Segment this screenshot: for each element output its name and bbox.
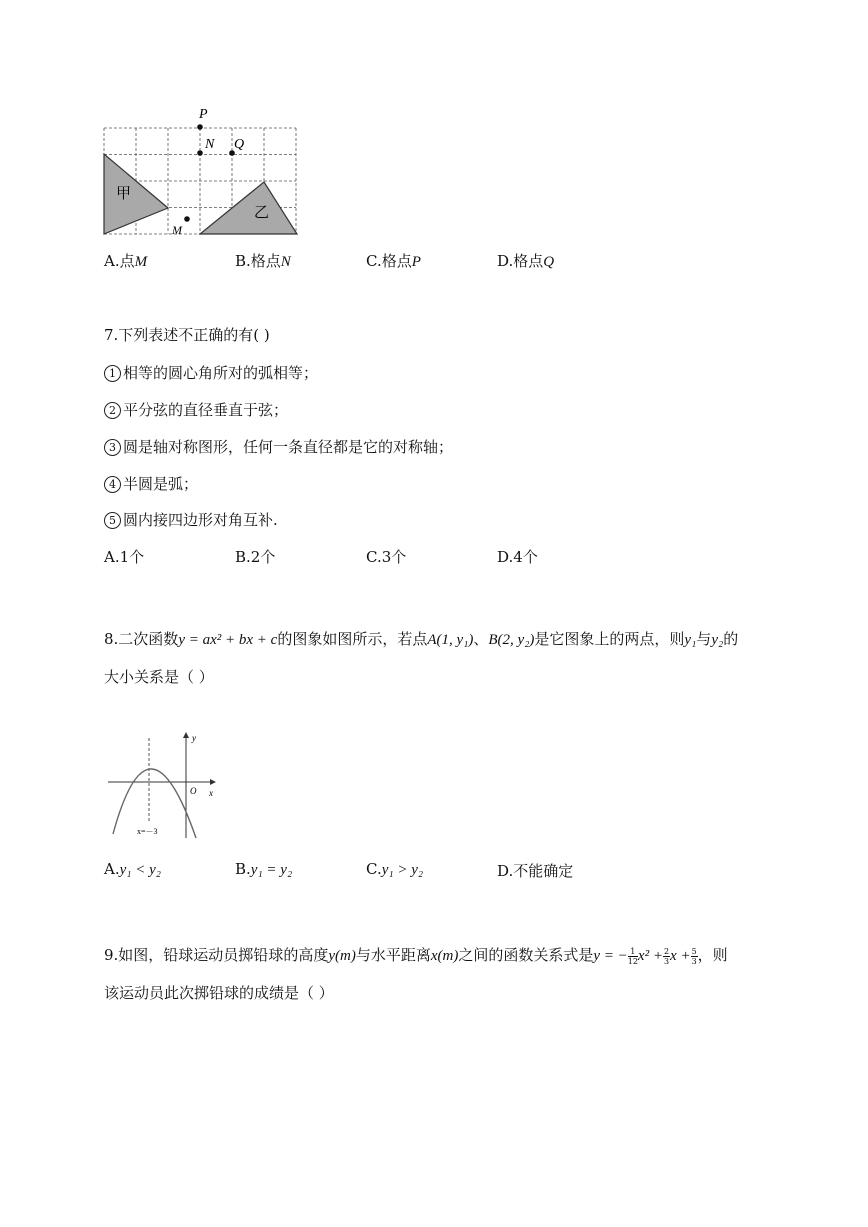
q9-stem-line2: 该运动员此次掷铅球的成绩是（ ） [104,984,334,1002]
q6-option-d[interactable]: D.格点Q [497,252,555,270]
label-n: N [205,137,215,152]
q8-stem-line1: 8.二次函数y = ax² + bx + c的图象如图所示，若点A(1, y₁)、B(2, y₂)是它图象上的两点，则y₁与y₂的 [104,630,739,648]
q8-option-c[interactable]: C.y₁ > y₂ [366,860,424,878]
point-n [197,150,203,156]
q7-item-4: 4 半圆是弧； [104,473,198,494]
q7-item-1: 1 相等的圆心角所对的弧相等； [104,362,318,383]
circled-number: 2 [104,402,121,419]
q7-option-d[interactable]: D.4个 [497,548,538,566]
label-yi: 乙 [254,205,270,221]
label-jia: 甲 [116,186,132,202]
origin-label: O [190,786,197,796]
q6-option-a[interactable]: A.点M [104,252,148,270]
circled-number: 3 [104,439,121,456]
label-p: P [199,107,208,122]
shape-yi [200,182,297,234]
q7-item-5: 5 圆内接四边形对角互补. [104,509,278,530]
point-p [197,124,203,130]
fraction: $\frac{1}{12}$ [627,946,638,966]
q7-item-2: 2 平分弦的直径垂直于弦； [104,399,288,420]
q9-stem-line1: 9.如图，铅球运动员掷铅球的高度y(m)与水平距离x(m)之间的函数关系式是y = − $\frac{1}{12}$ x² + $\frac{2}{3}$ x + $\frac{5}{3}$ ，则 [104,946,728,966]
q6-option-c[interactable]: C.格点P [366,252,421,270]
fraction: $\frac{2}{3}$ [663,946,670,966]
q6-option-b[interactable]: B.格点N [235,252,291,270]
point-m [184,216,190,222]
fraction: $\frac{5}{3}$ [691,946,697,966]
q8-option-b[interactable]: B.y₁ = y₂ [235,860,293,878]
q8-option-a[interactable]: A.y₁ < y₂ [104,860,161,878]
q7-option-b[interactable]: B.2个 [235,548,276,566]
q8-stem-line2: 大小关系是（ ） [104,668,214,686]
q7-option-a[interactable]: A.1个 [104,548,145,566]
q7-option-c[interactable]: C.3个 [366,548,407,566]
parabola-graph [104,728,224,840]
circled-number: 4 [104,476,121,493]
grid-figure [96,100,306,240]
q8-option-d[interactable]: D.不能确定 [497,862,574,880]
label-m: M [172,223,182,237]
symmetry-axis-label: x=－3 [137,827,158,836]
q7-stem: 7.下列表述不正确的有( ) [104,326,270,344]
q7-item-3: 3 圆是轴对称图形，任何一条直径都是它的对称轴； [104,436,453,457]
y-axis-label: y [192,733,196,743]
circled-number: 1 [104,365,121,382]
x-axis-label: x [209,788,213,798]
label-q: Q [234,137,245,152]
circled-number: 5 [104,512,121,529]
